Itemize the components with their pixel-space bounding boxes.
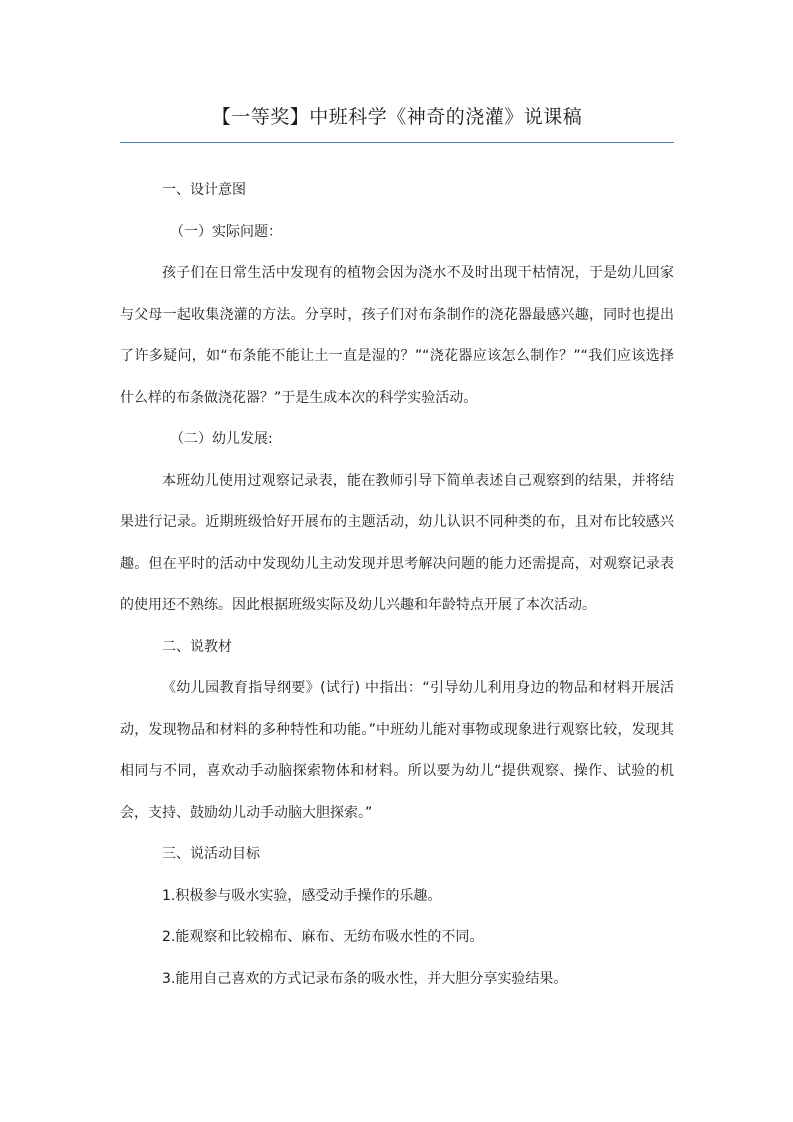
goal-item-2: 2.能观察和比较棉布、麻布、无纺布吸水性的不同。	[162, 929, 484, 945]
page-title: 【一等奖】中班科学《神奇的浇灌》说课稿	[211, 106, 583, 128]
title-divider	[120, 142, 674, 143]
section-heading-teaching-material: 二、说教材	[162, 638, 232, 655]
paragraph-child-development: 本班幼儿使用过观察记录表，能在教师引导下简单表述自己观察到的结果，并将结果进行记录。近期班级恰好开展布的主题活动，幼儿认识不同种类的布，且对布比较感兴趣。但在平时的活动中发现幼儿主动发现并思考解决问题的能力还需提高，对观察记录表的使用还不熟练。因此根据班级实际及幼儿兴趣和年龄特点开展了本次活动。	[120, 472, 674, 613]
paragraph-practical-problem: 孩子们在日常生活中发现有的植物会因为浇水不及时出现干枯情况，于是幼儿回家与父母一起收集浇灌的方法。分享时，孩子们对布条制作的浇花器最感兴趣，同时也提出了许多疑问，如“布条能不能让土一直是湿的？”“浇花器应该怎么制作？”“我们应该选择什么样的布条做浇花器？”于是生成本次的科学实验活动。	[120, 265, 674, 406]
document-body	[120, 170, 674, 1000]
goal-item-1: 1.积极参与吸水实验，感受动手操作的乐趣。	[162, 887, 442, 904]
subheading-child-development: （二）幼儿发展:	[170, 431, 273, 447]
subheading-practical-problem: （一）实际问题：	[170, 223, 282, 240]
paragraph-teaching-material: 《幼儿园教育指导纲要》(试行) 中指出：“引导幼儿利用身边的物品和材料开展活动，发现物品和材料的多种特性和功能。”中班幼儿能对事物或现象进行观察比较，发现其相同与不同，喜欢动手动脑探索物体和材料。所以要为幼儿“提供观察、操作、试验的机会，支持、鼓励幼儿动手动脑大胆探索。”	[120, 680, 674, 821]
section-heading-activity-goals: 三、说活动目标	[162, 846, 260, 862]
section-heading-design-intent: 一、设计意图	[162, 182, 246, 198]
goal-item-3: 3.能用自己喜欢的方式记录布条的吸水性，并大胆分享实验结果。	[162, 970, 568, 987]
